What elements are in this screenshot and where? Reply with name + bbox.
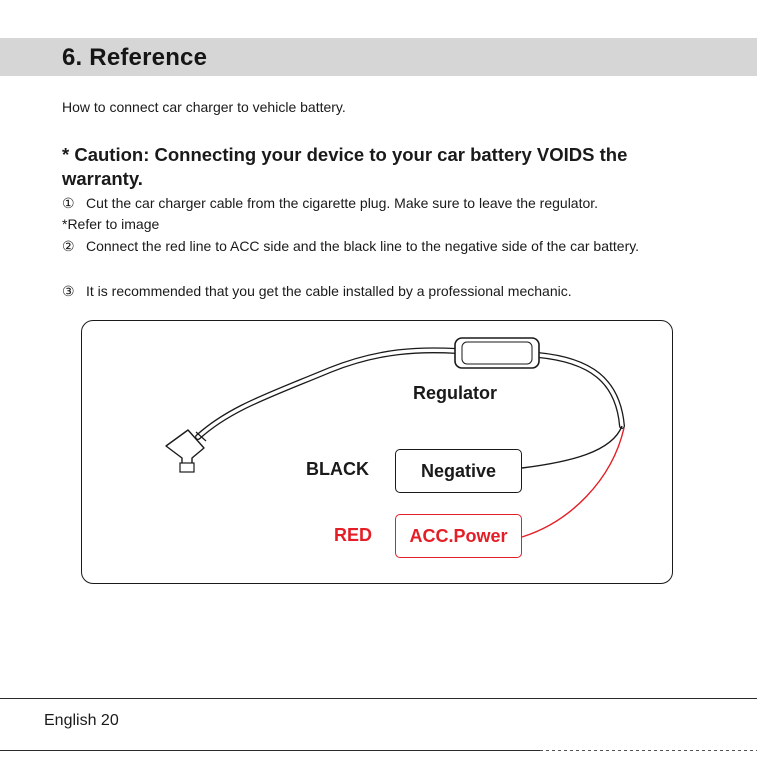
step-text: Connect the red line to ACC side and the black line to the negative side of the car battery.: [86, 238, 640, 254]
negative-terminal-label: Negative: [420, 460, 497, 481]
caution-warning: * Caution: Connecting your device to your car battery VOIDS the warranty.: [62, 144, 628, 189]
red-wire-label: RED: [334, 525, 373, 545]
black-wire-label: BLACK: [306, 459, 369, 479]
regulator-label: Regulator: [413, 383, 498, 403]
step-number: ①: [62, 195, 75, 211]
step-text: It is recommended that you get the cable installed by a professional mechanic.: [86, 283, 572, 299]
page-footer: English 20: [44, 712, 119, 729]
acc-power-terminal-label: ACC.Power: [409, 525, 508, 546]
black-wire: [522, 426, 622, 468]
bottom-dotted-divider: [540, 750, 757, 751]
section-title: 6. Reference: [62, 44, 208, 71]
step-note: *Refer to image: [62, 216, 160, 232]
negative-terminal-box: [395, 449, 522, 493]
footer-divider: [0, 698, 757, 699]
intro-text: How to connect car charger to vehicle battery.: [62, 99, 346, 115]
usb-connector-icon: [166, 430, 206, 472]
step-number: ③: [62, 283, 75, 299]
step-number: ②: [62, 238, 75, 254]
bottom-divider: [0, 750, 540, 751]
red-wire: [522, 428, 624, 537]
acc-power-terminal-box: [395, 514, 522, 558]
step-text: Cut the car charger cable from the cigarette plug. Make sure to leave the regulator.: [86, 195, 599, 211]
